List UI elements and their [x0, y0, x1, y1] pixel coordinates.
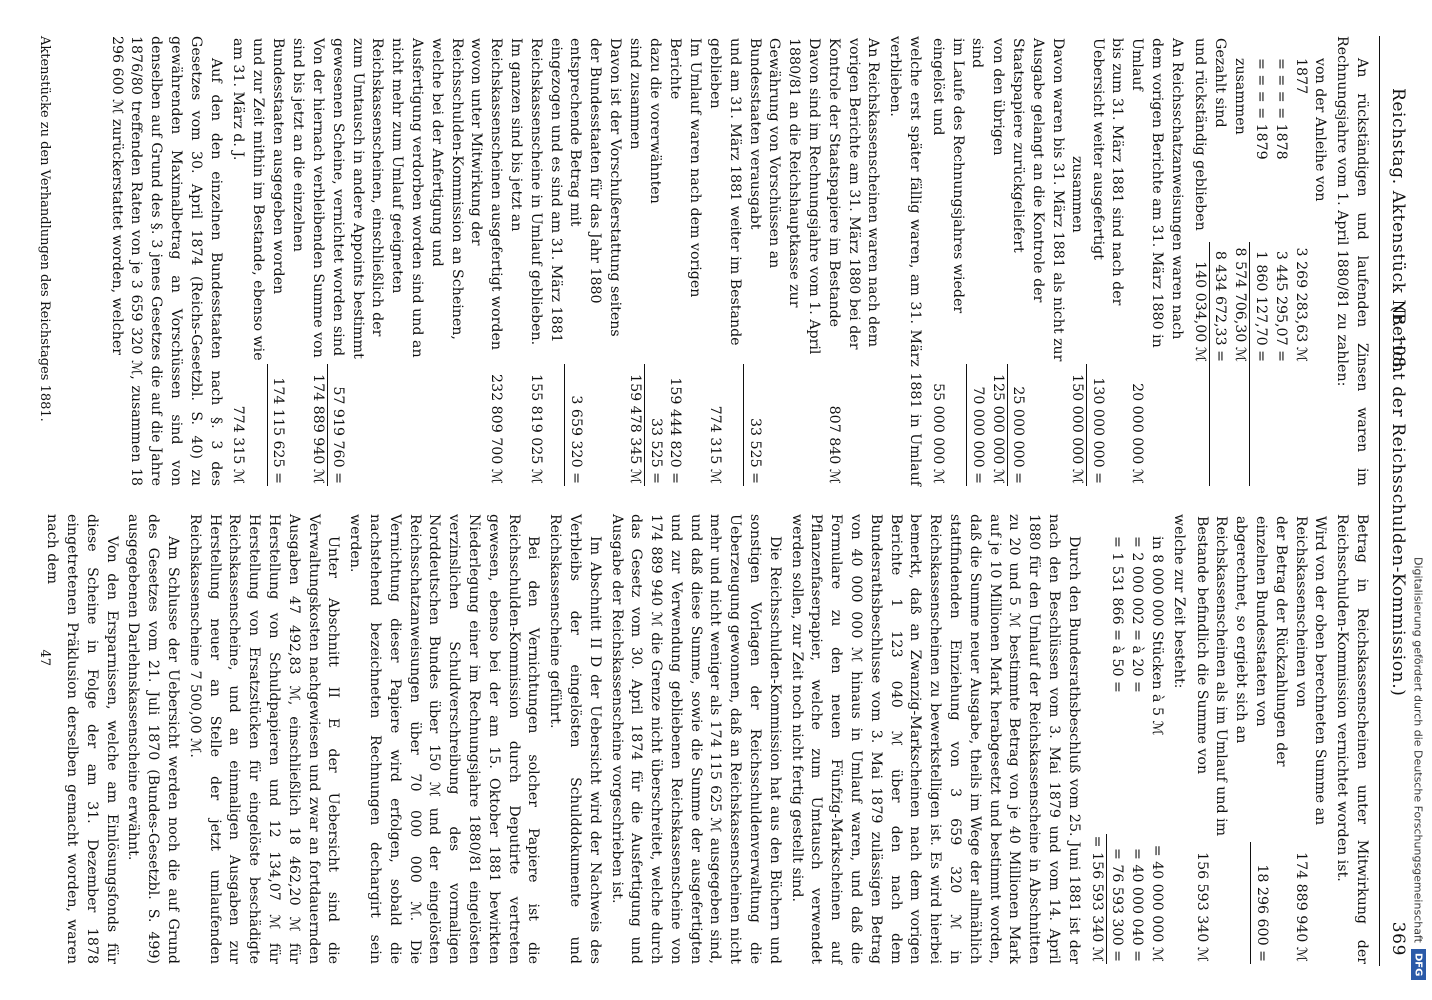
table-cell: = 2 000 002 = à 20 = [1129, 536, 1146, 693]
footer-source: Aktenstücke zu den Verhandlungen des Reichstages 1881. [37, 36, 52, 422]
table-cell: Im ganzen sind bis jetzt an Reichskassenscheinen ausgefertigt worden [488, 38, 525, 351]
paragraph: Unter Abschnitt II E der Uebersicht sind die Verwaltungskosten nachgewiesen und zwar an fortdauernden Ausgaben 47 492,83 ℳ, einschließlich 18 462,20 ℳ für Herstellung von Schuldpapieren und 12 134,07 ℳ für Herstellung von Ersatzstücken für eingelöste beschädigte Reichskassenscheine, und an einmaligen Ausgaben zur Herstellung neuer an Stelle der jetzt umlaufenden Reichskassenscheine 7 500,00 ℳ. [186, 514, 342, 964]
table-cell: 8 434 672,33 = [1212, 250, 1229, 362]
table-row [744, 36, 823, 486]
table-row [327, 36, 485, 486]
paragraph: Am Schlusse der Uebersicht werden noch die auf Grund des Gesetzes vom 21. Juli 1870 (Bundes-Gesetzbl. S. 499) ausgegebenen Darlehnskassenscheine erwähnt. [125, 514, 181, 964]
table-cell: 3 659 320 = [567, 395, 584, 484]
table-row [1087, 36, 1127, 486]
table-cell: 3 445 295,07 = [1272, 250, 1289, 362]
table-cell: 232 809 700 ℳ [488, 374, 505, 484]
table-row [1290, 514, 1330, 964]
dfg-credit-text: Digitalisierung gefördert durch die Deutsche Forschungsgemeinschaft [1411, 556, 1425, 943]
table-cell: Im Umlauf waren nach dem vorigen Berichte [667, 38, 704, 298]
table-cell: sind zusammen [626, 38, 643, 150]
table-cell: von den übrigen [989, 38, 1006, 156]
paragraph: welche erst später fällig waren, am 31. März 1881 in Umlauf verblieben. [887, 36, 923, 486]
treasury-bills-table [927, 36, 1186, 486]
table-cell: Gezahlt sind [1211, 38, 1228, 128]
table-cell: eingezogen und es sind am 31. März 1881 Reichskassenscheine in Umlauf geblieben. [527, 38, 564, 346]
table-cell: Davon ist der Vorschußerstattung seitens der Bundesstaaten für das Jahr 1880 entsprechende Betrag mit [567, 38, 624, 337]
balance-table [1191, 514, 1330, 964]
table-cell: 156 593 340 ℳ [1191, 842, 1250, 964]
page-number: 369 [1388, 921, 1408, 956]
table-cell: in 8 000 000 Stücken à 5 ℳ [1149, 536, 1166, 736]
table-cell: = 156 593 340 ℳ [1086, 834, 1106, 964]
table-cell: = = = = 1879 [1252, 58, 1269, 160]
header-center: (Bericht der Reichsschulden-Kommission.) [1388, 305, 1408, 697]
table-row [1007, 36, 1066, 486]
table-cell: 20 000 000 ℳ [1129, 383, 1146, 484]
table-cell: An Reichsschatzanweisungen waren nach dem vorigen Berichte am 31. März 1880 in Umlauf [1129, 38, 1185, 348]
interest-table [1189, 36, 1330, 486]
table-cell: 174 889 940 ℳ [1292, 852, 1309, 962]
table-row [1189, 36, 1209, 486]
table-cell: der Betrag der Rückzahlungen der einzelnen Bundesstaaten von [1253, 516, 1289, 767]
table-cell: 70 000 000 = [969, 386, 986, 484]
table-cell: und am 31. März 1881 weiter im Bestande geblieben [707, 38, 743, 346]
table-cell: und zur Zeit mithin im Bestande, ebenso wie am 31. März d. J. [230, 38, 267, 361]
table-row [1086, 514, 1106, 964]
table-cell: 57 919 760 = [330, 386, 347, 484]
table-cell: zusammen [1069, 156, 1086, 233]
table-cell: dazu die vorerwähnten [647, 38, 664, 204]
table-cell: 8 574 706,30 ℳ [1229, 242, 1249, 364]
table-cell: = 76 593 300 = [1109, 847, 1126, 962]
table-row [307, 36, 327, 486]
table-row [1126, 514, 1146, 964]
paragraph: welche zur Zeit besteht: [1170, 514, 1187, 689]
table-cell: 174 889 940 ℳ [307, 364, 327, 486]
table-cell: im Laufe des Rechnungsjahres wieder eingelöst und [929, 38, 966, 314]
table-row [1209, 36, 1229, 486]
table-cell: = 40 000 000 ℳ [1149, 844, 1166, 962]
table-cell: Von der hiernach verbleibenden Summe von [309, 38, 326, 358]
table-row [967, 36, 987, 486]
table-cell: sind bis jetzt an die einzelnen Bundesstaaten ausgegeben worden [269, 38, 306, 295]
table-row [1229, 36, 1249, 486]
table-cell: 130 000 000 = [1090, 377, 1107, 484]
table-row [1126, 36, 1185, 486]
dfg-credit-strip [1406, 20, 1430, 980]
table-cell: Wird von der oben berechneten Summe an Reichskassenscheinen von [1292, 516, 1329, 826]
table-cell: abgerechnet, so ergiebt sich an Reichskassenscheinen als im Umlauf und im Bestande befindlich die Summe von [1193, 516, 1250, 837]
table-cell: 807 840 ℳ [825, 405, 842, 484]
table-cell: sind [969, 38, 986, 69]
table-cell: 774 315 ℳ [228, 364, 268, 486]
table-row [267, 36, 307, 486]
table-cell: zusammen [1232, 58, 1249, 135]
paragraph: Durch den Bundesrathsbeschluß vom 25. Juni 1881 ist der nach den Beschlüssen vom 3. Mai 1879 und vom 14. April 1880 für den Umlauf der Reichskassenscheine in Abschnitten zu 20 und 5 ℳ bestimmte Betrag von je 40 Millionen Mark auf je 10 Millionen Mark herabgesetzt und bestimmt worden, daß die Summe neuer Ausgabe, theils im Wege der allmählich stattfindenden Einziehung von 3 659 320 ℳ in Reichskassenscheinen zu bewerkstelligen ist. Es wird hierbei bemerkt, daß an Zwanzig-Markscheinen nach dem vorigen Berichte 1 123 040 ℳ über den nach dem Bundesrathsbeschlusse vom 3. Mai 1879 zulässigen Betrag von 40 000 000 ℳ hinaus in Umlauf waren, und daß die Formulare zu den neuen Fünfzig-Markscheinen auf Pflanzenfaserpapier, welche zum Umtausch verwendet werden sollen, zur Zeit noch nicht fertig gestellt sind. [788, 514, 1082, 964]
table-cell: von der Anleihe von 1877 [1292, 58, 1329, 202]
table-row [823, 36, 882, 486]
paragraph: Im Abschnitt II D der Uebersicht wird der Nachweis des Verbleibs der eingelösten Schulddokumente und Reichskassenscheine geführt. [547, 514, 603, 964]
table-row [565, 36, 624, 486]
table-cell: und rückständig geblieben [1191, 38, 1208, 231]
table-row [704, 36, 744, 486]
table-cell: = 40 000 040 = [1129, 847, 1146, 962]
table-cell: 125 000 000 ℳ [987, 364, 1007, 486]
dfg-logo: DFG [1411, 949, 1426, 980]
table-cell: Davon waren bis 31. März 1881 als nicht zur Ausgabe gelangt an die Kontrole der Staatspapiere zurückgeliefert [1009, 38, 1066, 362]
table-row [1106, 514, 1126, 964]
table-cell: 1 860 127,70 = [1253, 250, 1270, 362]
table-row [1270, 36, 1290, 486]
denomination-table [1086, 514, 1166, 964]
table-row [485, 36, 525, 486]
table-cell: Davon sind im Rechnungsjahre vom 1. April 1880/81 an die Reichshauptkasse zur Gewährung von Vorschüssen an Bundesstaaten verausgabt [746, 38, 822, 355]
table-cell: 33 525 = [647, 417, 664, 484]
table-row [644, 36, 664, 486]
table-row [624, 36, 644, 486]
table-row [665, 36, 705, 486]
table-row [228, 36, 268, 486]
table-cell: 150 000 000 ℳ [1067, 364, 1087, 486]
paragraph: An rückständigen und laufenden Zinsen waren im Rechnungsjahre vom 1. April 1880/81 zu zahlen: [1334, 36, 1370, 486]
paragraph: Die Reichsschulden-Kommission hat aus den Büchern und sonstigen Vorlagen der Reichsschuldenverwaltung die Ueberzeugung gewonnen, daß an Reichskassenscheinen nicht mehr und nicht weniger als 174 115 625 ℳ ausgegeben sind, und daß diese Summe, sowie die Summe der ausgefertigten und zur Verwendung gebliebenen Reichskassenscheine von 174 889 940 ℳ die Grenze nicht überschreitet, welche durch das Gesetz vom 30. April 1874 für die Ausfertigung und Ausgabe der Reichskassenscheine vorgeschrieben ist. [608, 514, 783, 964]
table-row [1146, 514, 1166, 964]
table-cell: An Reichskassenscheinen waren nach dem vorigen Berichte am 31. März 1880 bei der Kontrole der Staatspapiere im Bestande [825, 38, 882, 350]
table-cell: 774 315 ℳ [704, 364, 744, 486]
signature-mark: 47 [37, 649, 52, 666]
header-left: Reichstag. Aktenstück Nr. 108. [1388, 88, 1408, 375]
text-columns [39, 36, 1379, 966]
table-cell: 159 478 345 ℳ [624, 364, 644, 486]
paragraph: Bei den Vernichtungen solcher Papiere ist die Reichsschulden-Kommission durch Deputirte vertreten gewesen, ebenso bei der am 15. Oktober 1881 bewirkten Niederlegung einer im Rechnungsjahre 1880/81 eingelösten verzinslichen Schuldverschreibung des vormaligen Norddeutschen Bundes über 150 ℳ und der eingelösten Reichsschatzanweisungen über 70 000 000 ℳ. Die Vernichtung dieser Papiere wird erfolgen, sobald die nachstehend bezeichneten Rechnungen dechargirt sein werden. [347, 514, 542, 964]
table-row [1250, 36, 1270, 486]
kassenscheine-table [228, 36, 883, 486]
table-cell: = = = = 1878 [1272, 58, 1289, 160]
table-cell: 155 819 025 ℳ [525, 364, 565, 486]
table-row [1290, 36, 1330, 486]
table-row [927, 36, 967, 486]
table-cell: 3 269 283,63 ℳ [1292, 247, 1309, 362]
table-cell: 25 000 000 = [1010, 386, 1027, 484]
right-column [39, 514, 1371, 964]
paragraph: Betrag in Reichskassenscheinen unter Mitwirkung der Reichsschulden-Kommission vernichtet worden ist. [1334, 514, 1370, 964]
table-row [1191, 514, 1250, 964]
table-cell: = 1 531 866 = à 50 = [1108, 536, 1125, 693]
paragraph: Von den Ersparnissen, welche am Einlösungsfonds für diese Scheine in Folge der am 31. Dezember 1878 eingetretenen Präklusion derselben gemacht worden, waren nach dem [44, 514, 120, 964]
table-row [525, 36, 565, 486]
table-cell: 174 115 625 = [270, 377, 287, 484]
table-cell: bis zum 31. März 1881 sind nach der Uebersicht weiter ausgefertigt [1089, 38, 1126, 306]
table-row [1250, 514, 1290, 964]
table-cell: 18 296 600 = [1253, 864, 1270, 962]
table-cell: 159 444 820 = [667, 377, 684, 484]
paragraph: Auf den den einzelnen Bundesstaaten nach §. 3 des Gesetzes vom 30. April 1874 (Reichs-Gesetzbl. S. 40) zu gewährenden Maximalbetrag an Vorschüssen sind von denselben auf Grund des §. 3 jenes Gesetzes die auf die Jahre 1876/80 treffenden Raten von je 3 659 320 ℳ, zusammen 18 296 600 ℳ zurückerstattet worden, welcher [108, 36, 224, 486]
table-cell: 33 525 = [747, 417, 764, 484]
table-row [1067, 36, 1087, 486]
left-column [39, 36, 1371, 486]
table-row [987, 36, 1007, 486]
table-cell: wovon unter Mitwirkung der Reichsschulden-Kommission an Scheinen, welche bei der Anfertigung und Ausfertigung verdorben worden sind und an nicht mehr zum Umlauf geeigneten Reichskassenscheinen, einschließlich der zum Umtausch in andere Appoints bestimmt gewesenen Scheine, vernichtet worden sind [329, 38, 485, 359]
table-cell: 55 000 000 ℳ [927, 364, 967, 486]
table-cell: 140 034,00 ℳ [1189, 242, 1209, 364]
